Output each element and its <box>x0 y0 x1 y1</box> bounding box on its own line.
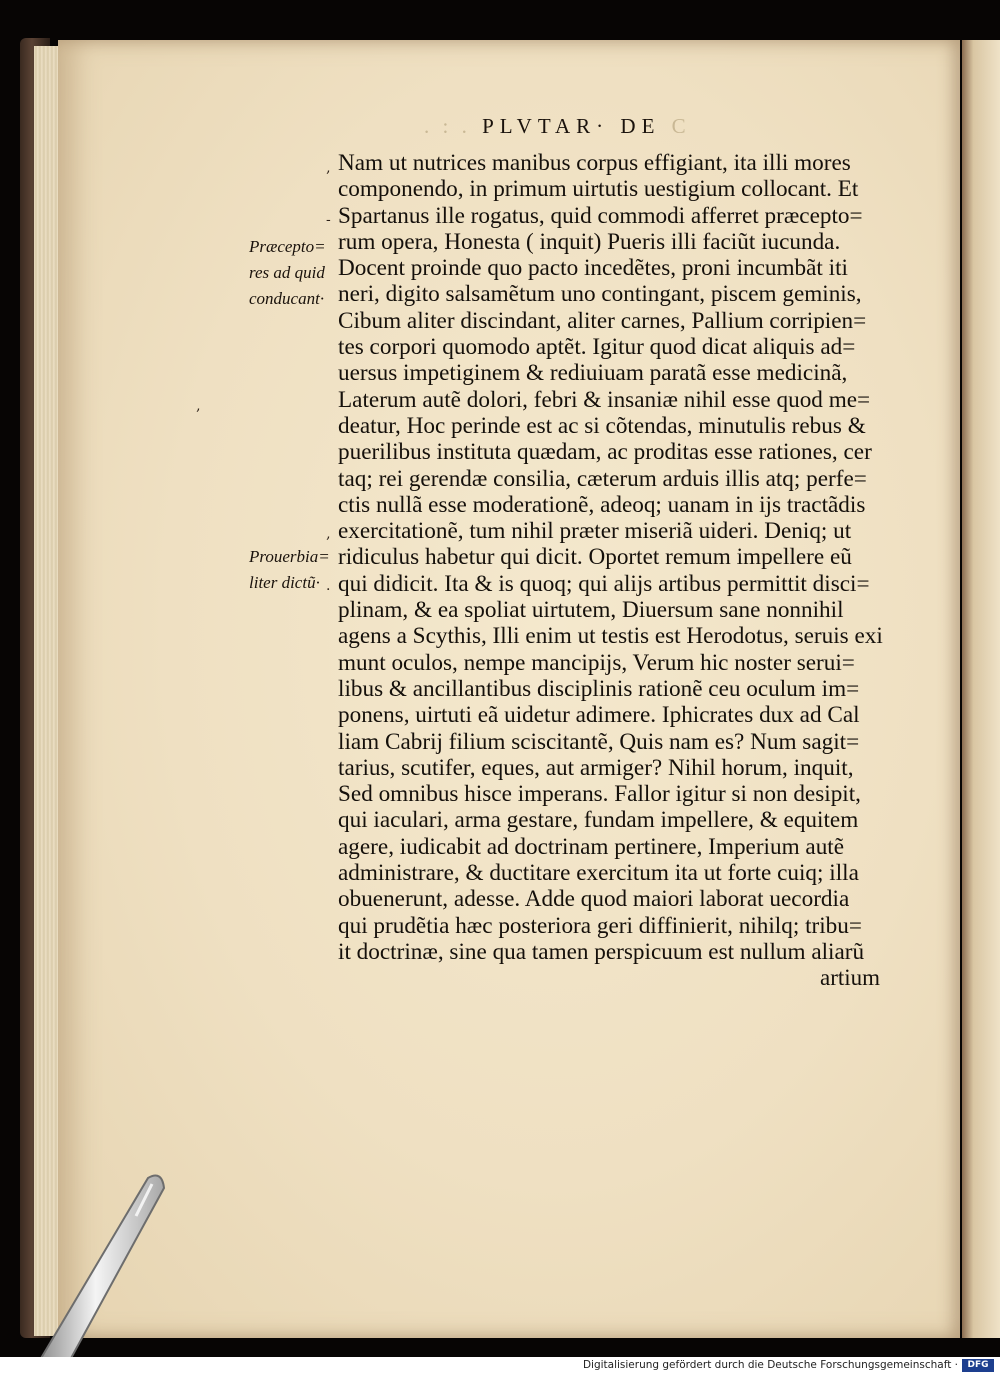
text-line: componendo, in primum uirtutis uestigium collocant. Et <box>338 176 859 203</box>
pen-pointer-icon <box>40 1170 190 1357</box>
text-line: Cibum aliter discindant, aliter carnes, Pallium corripien= <box>338 307 867 334</box>
catchword: artium <box>820 965 881 990</box>
text-line: qui didicit. Ita & is quoq; qui alijs artibus permittit disci= <box>338 570 870 597</box>
text-line: ctis nullã esse moderationẽ, adeoq; uanam in ijs tractãdis <box>338 491 866 518</box>
text-line: tarius, scutifer, eques, aut armiger? Nihil horum, inquit, <box>338 754 854 781</box>
text-line: tes corpori quomodo aptẽt. Igitur quod dicat aliquis ad= <box>338 334 856 361</box>
running-head-faint-left: . : . <box>424 114 471 138</box>
text-line: uersus impetiginem & rediuiuam paratã esse medicinã, <box>338 360 848 387</box>
text-line: taq; rei gerendæ consilia, cæterum arduis illis atq; perfe= <box>338 465 867 492</box>
text-line: neri, digito salsamẽtum uno contingant, piscem geminis, <box>338 281 862 308</box>
text-line: obuenerunt, adesse. Adde quod maiori laborat uecordia <box>338 886 850 913</box>
text-line: liam Cabrij filium sciscitantẽ, Quis nam es? Num sagit= <box>338 728 860 755</box>
text-line: exercitationẽ, tum nihil præter miseriã uideri. Deniq; ut <box>338 518 852 545</box>
footer-credit: Digitalisierung gefördert durch die Deutsche Forschungsgemeinschaft · <box>582 1359 958 1371</box>
text-line: rum opera, Honesta ( inquit) Pueris illi faciũt iucunda. <box>338 228 841 255</box>
text-line: Sed omnibus hisce imperans. Fallor igitur si non desipit, <box>338 781 861 808</box>
margin-mark: ‚ <box>326 526 331 542</box>
text-line: libus & ancillantibus disciplinis rationẽ ceu oculum im= <box>338 675 860 702</box>
margin-note-line: Præcepto= <box>249 237 326 256</box>
text-line: munt oculos, nempe mancipijs, Verum hic noster serui= <box>338 649 855 676</box>
text-line: ridiculus habetur qui dicit. Oportet remum impellere eũ <box>338 544 852 571</box>
text-line: deatur, Hoc perinde est ac si cõtendas, minutulis rebus & <box>338 412 866 439</box>
margin-note-line: conducant· <box>249 289 325 308</box>
facing-page-edge <box>962 40 1000 1338</box>
body-text <box>338 150 898 965</box>
text-line: puerilibus instituta quædam, ac proditas esse rationes, cer <box>338 439 872 466</box>
text-line: agens a Scythis, Illi enim ut testis est Herodotus, seruis exi <box>338 623 883 650</box>
text-line: ponens, uirtuti eã uidetur adimere. Iphicrates dux ad Cal <box>338 702 860 729</box>
running-head <box>424 114 754 139</box>
text-line: qui prudẽtia hæc posteriora geri diffinierit, nihilq; tribu= <box>338 912 862 939</box>
text-line: it doctrinæ, sine qua tamen perspicuum est nullum aliarũ <box>338 938 865 965</box>
margin-note-line: res ad quid <box>249 263 325 282</box>
margin-mark: ‚ <box>196 398 201 414</box>
margin-note-line: liter dictũ· <box>249 573 320 592</box>
text-line: Spartanus ille rogatus, quid commodi afferret præcepto= <box>338 202 863 229</box>
text-line: agere, iudicabit ad doctrinam pertinere, Imperium autẽ <box>338 833 845 860</box>
dfg-logo: DFG <box>962 1359 994 1372</box>
margin-mark: - <box>326 212 331 228</box>
text-line: Laterum autẽ dolori, febri & insaniæ nihil esse quod me= <box>338 386 871 413</box>
margin-note-line: Prouerbia= <box>249 547 330 566</box>
text-line: qui iaculari, arma gestare, fundam impellere, & equitem <box>338 807 859 834</box>
margin-mark: . <box>326 578 331 594</box>
margin-note-praeceptores <box>249 234 326 312</box>
text-line: Nam ut nutrices manibus corpus effigiant, ita illi mores <box>338 150 851 176</box>
text-line: Docent proinde quo pacto incedẽtes, proni incumbãt iti <box>338 255 848 282</box>
margin-mark: ‚ <box>326 160 331 176</box>
running-head-faint-right: C <box>671 114 690 138</box>
text-line: plinam, & ea spoliat uirtutem, Diuersum sane nonnihil <box>338 597 844 624</box>
footer-bar <box>0 1357 1000 1375</box>
running-head-text: PLVTAR· DE <box>482 114 661 138</box>
margin-note-prouerbialiter <box>249 544 330 596</box>
text-line: administrare, & ductitare exercitum ita ut forte cuiq; illa <box>338 860 859 887</box>
